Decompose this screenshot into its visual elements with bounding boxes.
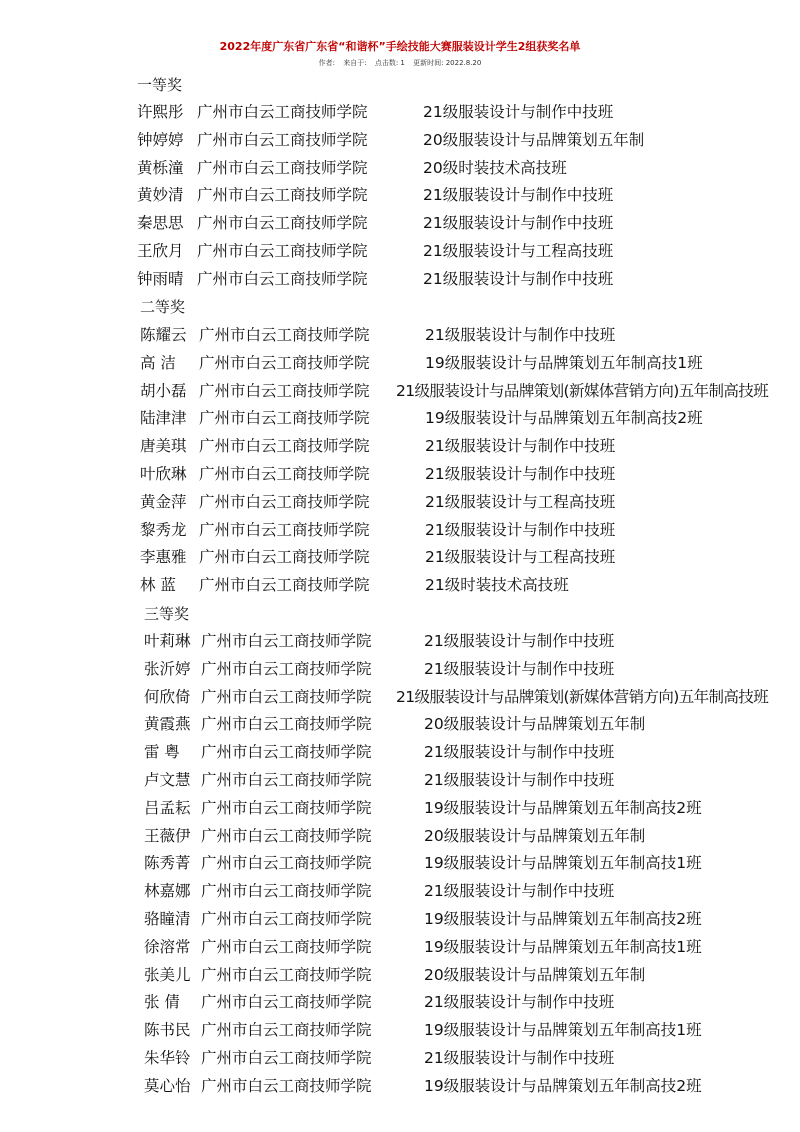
winner-name: 朱华铃 — [144, 1049, 191, 1067]
winner-school: 广州市白云工商技师学院 — [199, 353, 370, 372]
winner-name: 卢文慧 — [144, 771, 191, 789]
winner-class: 19级服装设计与品牌策划五年制高技2班 — [424, 910, 702, 928]
list-item — [0, 546, 800, 568]
winner-class: 20级服装设计与品牌策划五年制 — [424, 965, 646, 984]
list-item — [0, 380, 800, 402]
winner-school: 广州市白云工商技师学院 — [197, 186, 368, 205]
winner-class: 19级服装设计与品牌策划五年制高技2班 — [425, 409, 703, 428]
winner-name: 张沂婷 — [144, 659, 191, 678]
winner-class: 19级服装设计与品牌策划五年制高技2班 — [424, 1076, 702, 1095]
winner-class: 21级服装设计与制作中技班 — [424, 743, 615, 762]
list-item — [0, 101, 800, 123]
winner-class: 21级服装设计与品牌策划(新媒体营销方向)五年制高技班 — [396, 381, 769, 400]
winner-school: 广州市白云工商技师学院 — [201, 798, 372, 817]
list-item — [0, 964, 800, 986]
section-heading: 二等奖 — [140, 298, 186, 316]
winner-school: 广州市白云工商技师学院 — [199, 409, 370, 428]
winner-class: 21级时装技术高技班 — [425, 576, 569, 595]
winner-name: 王薇伊 — [144, 826, 191, 845]
winner-class: 21级服装设计与制作中技班 — [424, 882, 615, 901]
winner-name: 秦思思 — [137, 214, 184, 233]
winner-class: 21级服装设计与制作中技班 — [425, 437, 616, 456]
winner-school: 广州市白云工商技师学院 — [201, 687, 372, 706]
winner-name: 钟婷婷 — [137, 130, 184, 149]
winner-name: 林嘉娜 — [144, 882, 191, 901]
winner-school: 广州市白云工商技师学院 — [197, 269, 368, 288]
winner-school: 广州市白云工商技师学院 — [201, 965, 372, 984]
list-item — [0, 852, 800, 874]
list-item — [0, 908, 800, 930]
winner-school: 广州市白云工商技师学院 — [201, 993, 372, 1012]
winner-class: 21级服装设计与制作中技班 — [424, 771, 615, 789]
winner-class: 20级服装设计与品牌策划五年制 — [424, 826, 646, 845]
winner-school: 广州市白云工商技师学院 — [201, 632, 372, 650]
list-item — [0, 491, 800, 513]
winner-school: 广州市白云工商技师学院 — [199, 437, 370, 456]
winner-school: 广州市白云工商技师学院 — [197, 103, 368, 121]
list-item — [0, 686, 800, 708]
winner-class: 19级服装设计与品牌策划五年制高技1班 — [424, 1021, 702, 1040]
winner-school: 广州市白云工商技师学院 — [201, 743, 372, 762]
list-item — [0, 769, 800, 791]
list-item — [0, 713, 800, 735]
section-heading: 三等奖 — [144, 605, 190, 623]
list-item — [0, 630, 800, 652]
list-item — [0, 435, 800, 457]
winner-class: 19级服装设计与品牌策划五年制高技1班 — [424, 854, 702, 873]
winner-class: 21级服装设计与工程高技班 — [425, 548, 616, 567]
list-item — [0, 240, 800, 262]
list-item — [0, 268, 800, 290]
winner-name: 叶欣琳 — [140, 465, 187, 483]
meta-source: 来自于: — [343, 59, 367, 67]
winner-name: 高 洁 — [140, 353, 176, 372]
winner-name: 徐溶常 — [144, 937, 191, 956]
winner-name: 陈耀云 — [140, 326, 187, 344]
winner-name: 黎秀龙 — [140, 520, 187, 539]
winner-school: 广州市白云工商技师学院 — [197, 158, 368, 177]
list-item — [0, 825, 800, 847]
winner-class: 19级服装设计与品牌策划五年制高技2班 — [424, 798, 702, 817]
meta-clicks: 点击数: 1 — [374, 59, 405, 67]
winner-school: 广州市白云工商技师学院 — [199, 465, 370, 483]
winner-school: 广州市白云工商技师学院 — [201, 854, 372, 873]
list-item — [0, 212, 800, 234]
list-item — [0, 880, 800, 902]
meta-updated: 更新时间: 2022.8.20 — [413, 59, 482, 67]
winner-name: 何欣倚 — [144, 687, 191, 706]
document-meta — [0, 58, 800, 68]
winner-school: 广州市白云工商技师学院 — [201, 882, 372, 901]
list-item — [0, 936, 800, 958]
winner-name: 许熙彤 — [137, 103, 184, 121]
winner-class: 21级服装设计与制作中技班 — [423, 269, 614, 288]
list-item — [0, 352, 800, 374]
list-item — [0, 1019, 800, 1041]
winner-name: 钟雨晴 — [137, 269, 184, 288]
winner-class: 20级时装技术高技班 — [423, 158, 567, 177]
winner-school: 广州市白云工商技师学院 — [199, 326, 370, 344]
winner-school: 广州市白云工商技师学院 — [201, 771, 372, 789]
winner-class: 21级服装设计与品牌策划(新媒体营销方向)五年制高技班 — [396, 687, 769, 706]
list-item — [0, 324, 800, 346]
winner-class: 21级服装设计与制作中技班 — [423, 103, 614, 121]
list-item — [0, 658, 800, 680]
winner-name: 胡小磊 — [140, 381, 187, 400]
winner-name: 张 倩 — [144, 993, 180, 1012]
winner-school: 广州市白云工商技师学院 — [197, 214, 368, 233]
winner-school: 广州市白云工商技师学院 — [201, 910, 372, 928]
winner-class: 19级服装设计与品牌策划五年制高技1班 — [425, 353, 703, 372]
winner-name: 吕孟耘 — [144, 798, 191, 817]
winner-name: 黄栎潼 — [137, 158, 184, 177]
list-item — [0, 797, 800, 819]
document-title: 2022年度广东省广东省“和谐杯”手绘技能大赛服装设计学生2组获奖名单 — [219, 40, 581, 53]
winner-school: 广州市白云工商技师学院 — [201, 826, 372, 845]
winner-class: 21级服装设计与制作中技班 — [425, 520, 616, 539]
winner-school: 广州市白云工商技师学院 — [201, 1049, 372, 1067]
winner-school: 广州市白云工商技师学院 — [199, 381, 370, 400]
winner-name: 唐美琪 — [140, 437, 187, 456]
winner-school: 广州市白云工商技师学院 — [201, 715, 372, 734]
winner-class: 20级服装设计与品牌策划五年制 — [424, 715, 646, 734]
winner-name: 黄妙清 — [137, 186, 184, 205]
meta-author: 作者: — [318, 59, 336, 67]
winner-school: 广州市白云工商技师学院 — [199, 576, 370, 595]
winner-name: 黄金萍 — [140, 492, 187, 511]
winner-class: 20级服装设计与品牌策划五年制 — [423, 130, 645, 149]
winner-school: 广州市白云工商技师学院 — [199, 548, 370, 567]
winner-school: 广州市白云工商技师学院 — [201, 1076, 372, 1095]
winner-name: 骆瞳清 — [144, 910, 191, 928]
list-item — [0, 1075, 800, 1097]
winner-class: 21级服装设计与工程高技班 — [425, 492, 616, 511]
winner-name: 王欣月 — [137, 242, 184, 260]
winner-class: 21级服装设计与制作中技班 — [424, 659, 615, 678]
winner-class: 21级服装设计与制作中技班 — [425, 326, 616, 344]
list-item — [0, 1047, 800, 1069]
winner-class: 21级服装设计与制作中技班 — [424, 1049, 615, 1067]
list-item — [0, 519, 800, 541]
winner-name: 李惠雅 — [140, 548, 187, 567]
winner-name: 陈书民 — [144, 1021, 191, 1040]
winner-class: 21级服装设计与制作中技班 — [425, 465, 616, 483]
winner-name: 陆津津 — [140, 409, 187, 428]
winner-name: 莫心怡 — [144, 1076, 191, 1095]
winner-name: 黄霞燕 — [144, 715, 191, 734]
winner-class: 21级服装设计与制作中技班 — [423, 186, 614, 205]
winner-school: 广州市白云工商技师学院 — [201, 937, 372, 956]
winner-school: 广州市白云工商技师学院 — [199, 492, 370, 511]
list-item — [0, 407, 800, 429]
list-item — [0, 463, 800, 485]
winner-name: 雷 粤 — [144, 743, 180, 762]
winner-name: 林 蓝 — [140, 576, 176, 595]
winner-class: 19级服装设计与品牌策划五年制高技1班 — [424, 937, 702, 956]
winner-school: 广州市白云工商技师学院 — [199, 520, 370, 539]
winner-class: 21级服装设计与制作中技班 — [424, 993, 615, 1012]
winner-class: 21级服装设计与制作中技班 — [423, 214, 614, 233]
list-item — [0, 184, 800, 206]
winner-name: 张美儿 — [144, 965, 191, 984]
winner-class: 21级服装设计与工程高技班 — [423, 242, 614, 260]
winner-school: 广州市白云工商技师学院 — [201, 1021, 372, 1040]
winner-name: 陈秀菁 — [144, 854, 191, 873]
list-item — [0, 991, 800, 1013]
winner-name: 叶莉琳 — [144, 632, 191, 650]
winner-school: 广州市白云工商技师学院 — [201, 659, 372, 678]
winner-school: 广州市白云工商技师学院 — [197, 242, 368, 260]
list-item — [0, 157, 800, 179]
list-item — [0, 741, 800, 763]
winner-school: 广州市白云工商技师学院 — [197, 130, 368, 149]
section-heading: 一等奖 — [137, 76, 183, 94]
list-item — [0, 574, 800, 596]
list-item — [0, 129, 800, 151]
winner-class: 21级服装设计与制作中技班 — [424, 632, 615, 650]
